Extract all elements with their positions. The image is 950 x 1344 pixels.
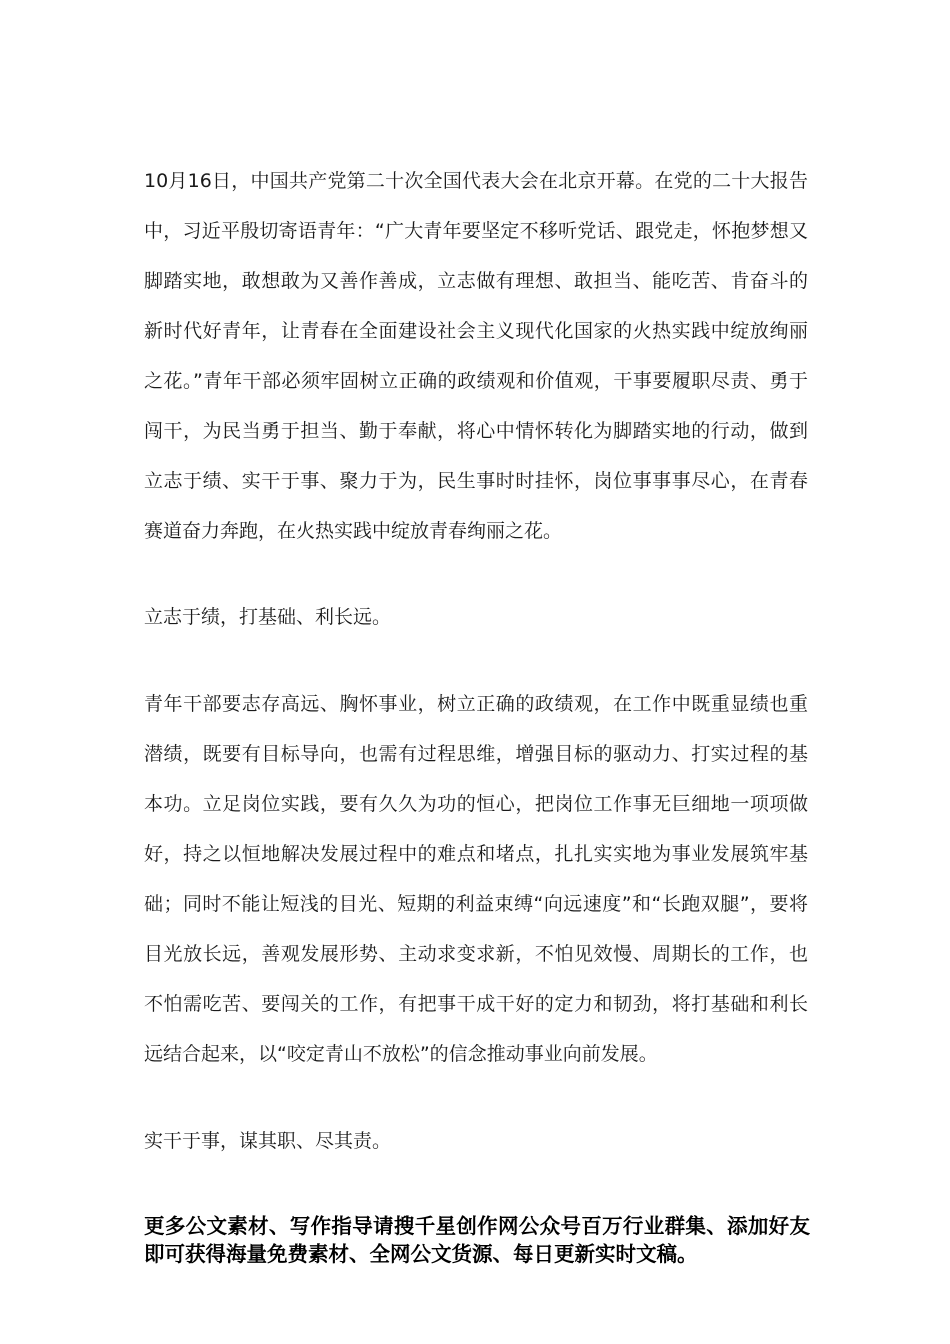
section-heading-2: 实干于事，谋其职、尽其责。 xyxy=(144,1130,392,1152)
paragraph-section-1: 青年干部要志存高远、胸怀事业，树立正确的政绩观，在工作中既重显绩也重潜绩，既要有目标导向，也需有过程思维，增强目标的驱动力、打实过程的基本功。立足岗位实践，要有久久为功的恒心，把岗位工作事无巨细地一项项做好，持之以恒地解决发展过程中的难点和堵点，扎扎实实地为事业发展筑牢基础；同时不能让短浅的目光、短期的利益束缚“向远速度”和“长跑双腿”，要将目光放长远，善观发展形势、主动求变求新，不怕见效慢、周期长的工作，也不怕需吃苦、要闯关的工作，有把事干成干好的定力和韧劲，将打基础和利长远结合起来，以“咬定青山不放松”的信念推动事业向前发展。 xyxy=(144,693,808,1065)
promo-footer: 更多公文素材、写作指导请搜千星创作网公众号百万行业群集、添加好友即可获得海量免费素材、全网公文货源、每日更新实时文稿。 xyxy=(144,1214,810,1266)
paragraph-intro: 10月16日，中国共产党第二十次全国代表大会在北京开幕。在党的二十大报告中，习近平殷切寄语青年：“广大青年要坚定不移听党话、跟党走，怀抱梦想又脚踏实地，敢想敢为又善作善成，立志做有理想、敢担当、能吃苦、肯奋斗的新时代好青年，让青春在全面建设社会主义现代化国家的火热实践中绽放绚丽之花。”青年干部必须牢固树立正确的政绩观和价值观，干事要履职尽责、勇于闯干，为民当勇于担当、勤于奉献，将心中情怀转化为脚踏实地的行动，做到立志于绩、实干于事、聚力于为，民生事时时挂怀，岗位事事事尽心，在青春赛道奋力奔跑，在火热实践中绽放青春绚丽之花。 xyxy=(144,170,808,542)
section-heading-1: 立志于绩，打基础、利长远。 xyxy=(144,606,392,628)
